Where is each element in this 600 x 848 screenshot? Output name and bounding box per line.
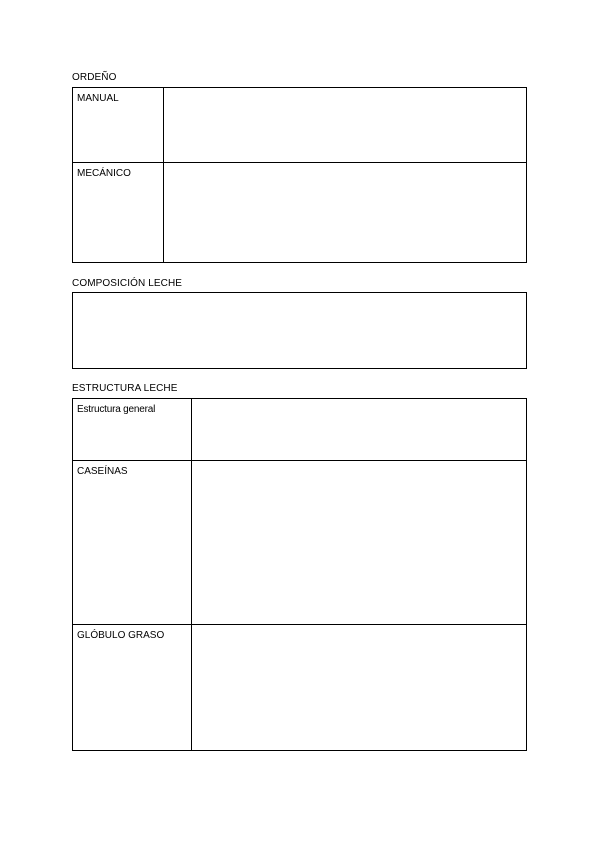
ordeno-table — [72, 87, 527, 263]
table-row — [73, 163, 527, 263]
mecanico-label-cell — [73, 163, 164, 263]
table-row — [73, 625, 527, 751]
caseinas-field[interactable] — [192, 461, 527, 625]
estructura-table — [72, 398, 527, 751]
manual-label: MANUAL — [77, 93, 119, 104]
manual-label-cell — [73, 88, 164, 163]
ordeno-title: ORDEÑO — [72, 72, 117, 83]
table-row — [73, 399, 527, 461]
estructura-general-label: Estructura general — [77, 404, 156, 415]
table-row — [73, 88, 527, 163]
composicion-field[interactable] — [72, 292, 527, 369]
caseinas-label-cell — [73, 461, 192, 625]
mecanico-field[interactable] — [164, 163, 527, 263]
globulo-graso-label-cell — [73, 625, 192, 751]
manual-field[interactable] — [164, 88, 527, 163]
estructura-title: ESTRUCTURA LECHE — [72, 383, 178, 394]
caseinas-label: CASEÍNAS — [77, 466, 128, 477]
globulo-graso-field[interactable] — [192, 625, 527, 751]
globulo-graso-label: GLÓBULO GRASO — [77, 630, 165, 641]
estructura-general-label-cell — [73, 399, 192, 461]
composicion-title: COMPOSICIÓN LECHE — [72, 278, 183, 289]
table-row — [73, 461, 527, 625]
mecanico-label: MECÁNICO — [77, 168, 131, 179]
estructura-general-field[interactable] — [192, 399, 527, 461]
